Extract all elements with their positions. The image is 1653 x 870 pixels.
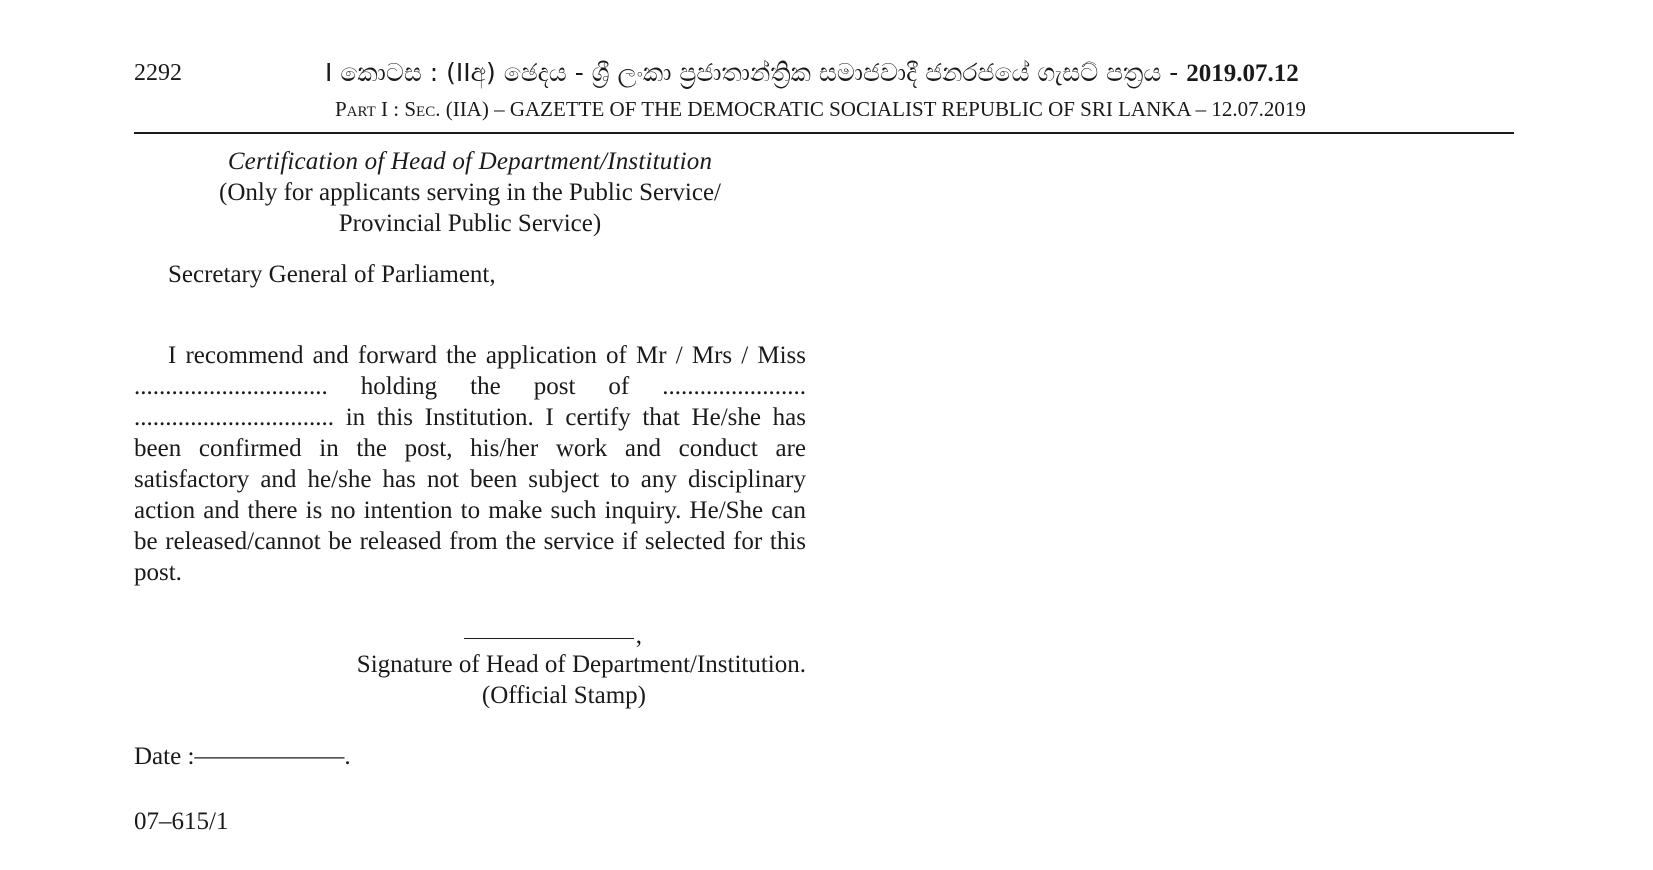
header-divider xyxy=(134,132,1514,134)
gazette-header-english xyxy=(335,97,1395,122)
date-field: Date :——————. xyxy=(134,743,351,770)
gazette-title-sinhala: I කොටස : (IIඅ) ඡෙදය - ශ්‍රී ලංකා ප්‍රජාතාන්ත්‍රික සමාජවාදී ජනරජයේ ගැසට් පත්‍රය - xyxy=(325,58,1187,87)
reference-number: 07–615/1 xyxy=(134,808,229,835)
certification-subtitle-line2: Provincial Public Service) xyxy=(338,210,602,237)
gazette-date-sinhala: 2019.07.12 xyxy=(1186,60,1299,87)
official-stamp-label: (Official Stamp) xyxy=(481,682,646,709)
gazette-title-english: (IIA) – GAZETTE OF THE DEMOCRATIC SOCIALIST REPUBLIC OF SRI LANKA – 12.07.2019 xyxy=(440,97,1306,121)
certification-subtitle-line1: (Only for applicants serving in the Public Service/ xyxy=(219,179,721,206)
certification-title: Certification of Head of Department/Institution xyxy=(227,148,713,175)
certification-column xyxy=(134,140,806,837)
gazette-part-label: Part I : Sec. xyxy=(335,97,441,121)
signature-label: Signature of Head of Department/Institution. xyxy=(356,651,806,678)
certification-body: I recommend and forward the application of Mr / Mrs / Miss ............................... holding the post of ....................... ................................ in this Institution. I certify that He/she has been confirmed in the post, his/her work and conduct are satisfactory and he/she has not been subject to any disciplinary action and there is no intention to make such inquiry. He/She can be released/cannot be released from the service if selected for this post. xyxy=(134,342,806,586)
gazette-header-sinhala xyxy=(325,58,1405,88)
addressee: Secretary General of Parliament, xyxy=(168,261,496,288)
signature-comma: , xyxy=(635,622,642,649)
signature-line xyxy=(464,618,642,649)
page-number: 2292 xyxy=(134,60,182,86)
